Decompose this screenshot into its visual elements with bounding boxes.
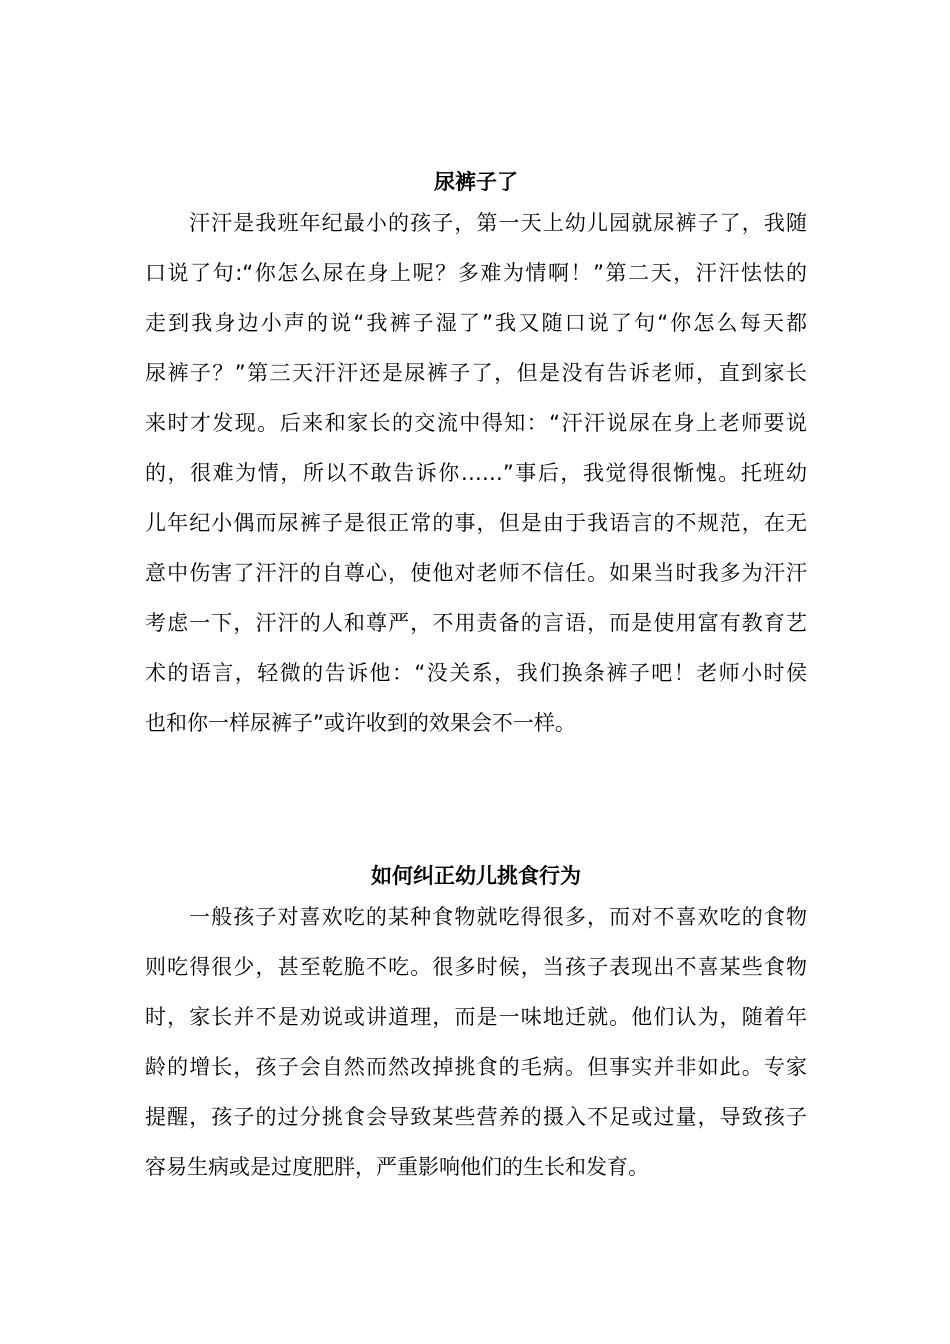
paragraph-line: 意中伤害了汗汗的自尊心，使他对老师不信任。如果当时我多为汗汗 bbox=[145, 561, 807, 585]
article-title: 如何纠正幼儿挑食行为 bbox=[371, 864, 581, 888]
article-body bbox=[145, 198, 807, 748]
paragraph-line: 也和你一样尿裤子”或许收到的效果会不一样。 bbox=[145, 711, 576, 735]
paragraph-line: 考虑一下，汗汗的人和尊严，不用责备的言语，而是使用富有教育艺 bbox=[145, 611, 807, 635]
paragraph-line: 汗汗是我班年纪最小的孩子，第一天上幼儿园就尿裤子了，我随 bbox=[189, 211, 807, 235]
paragraph-line: 儿年纪小偶而尿裤子是很正常的事，但是由于我语言的不规范，在无 bbox=[145, 511, 807, 535]
paragraph-line: 术的语言，轻微的告诉他：“没关系，我们换条裤子吧！老师小时侯 bbox=[145, 661, 807, 685]
paragraph-line: 提醒，孩子的过分挑食会导致某些营养的摄入不足或过量，导致孩子 bbox=[145, 1105, 807, 1129]
paragraph-line: 尿裤子？”第三天汗汗还是尿裤子了，但是没有告诉老师，直到家长 bbox=[145, 361, 807, 385]
article-title: 尿裤子了 bbox=[434, 170, 518, 194]
paragraph-line: 则吃得很少，甚至乾脆不吃。很多时候，当孩子表现出不喜某些食物 bbox=[145, 955, 807, 979]
paragraph-line: 走到我身边小声的说“我裤子湿了”我又随口说了句“你怎么每天都 bbox=[145, 311, 807, 335]
paragraph-line: 的，很难为情，所以不敢告诉你……”事后，我觉得很惭愧。托班幼 bbox=[145, 461, 807, 485]
paragraph-line: 容易生病或是过度肥胖，严重影响他们的生长和发育。 bbox=[145, 1155, 649, 1179]
article-body bbox=[145, 892, 807, 1192]
paragraph-line: 来时才发现。后来和家长的交流中得知：“汗汗说尿在身上老师要说 bbox=[145, 411, 807, 435]
paragraph-line: 时，家长并不是劝说或讲道理，而是一味地迁就。他们认为，随着年 bbox=[145, 1005, 807, 1029]
paragraph-line: 口说了句:“你怎么尿在身上呢？多难为情啊！”第二天，汗汗怯怯的 bbox=[145, 261, 807, 285]
paragraph-line: 龄的增长，孩子会自然而然改掉挑食的毛病。但事实并非如此。专家 bbox=[145, 1055, 807, 1079]
article-1 bbox=[145, 166, 807, 748]
paragraph-line: 一般孩子对喜欢吃的某种食物就吃得很多，而对不喜欢吃的食物 bbox=[189, 905, 807, 929]
article-2 bbox=[145, 860, 807, 1192]
